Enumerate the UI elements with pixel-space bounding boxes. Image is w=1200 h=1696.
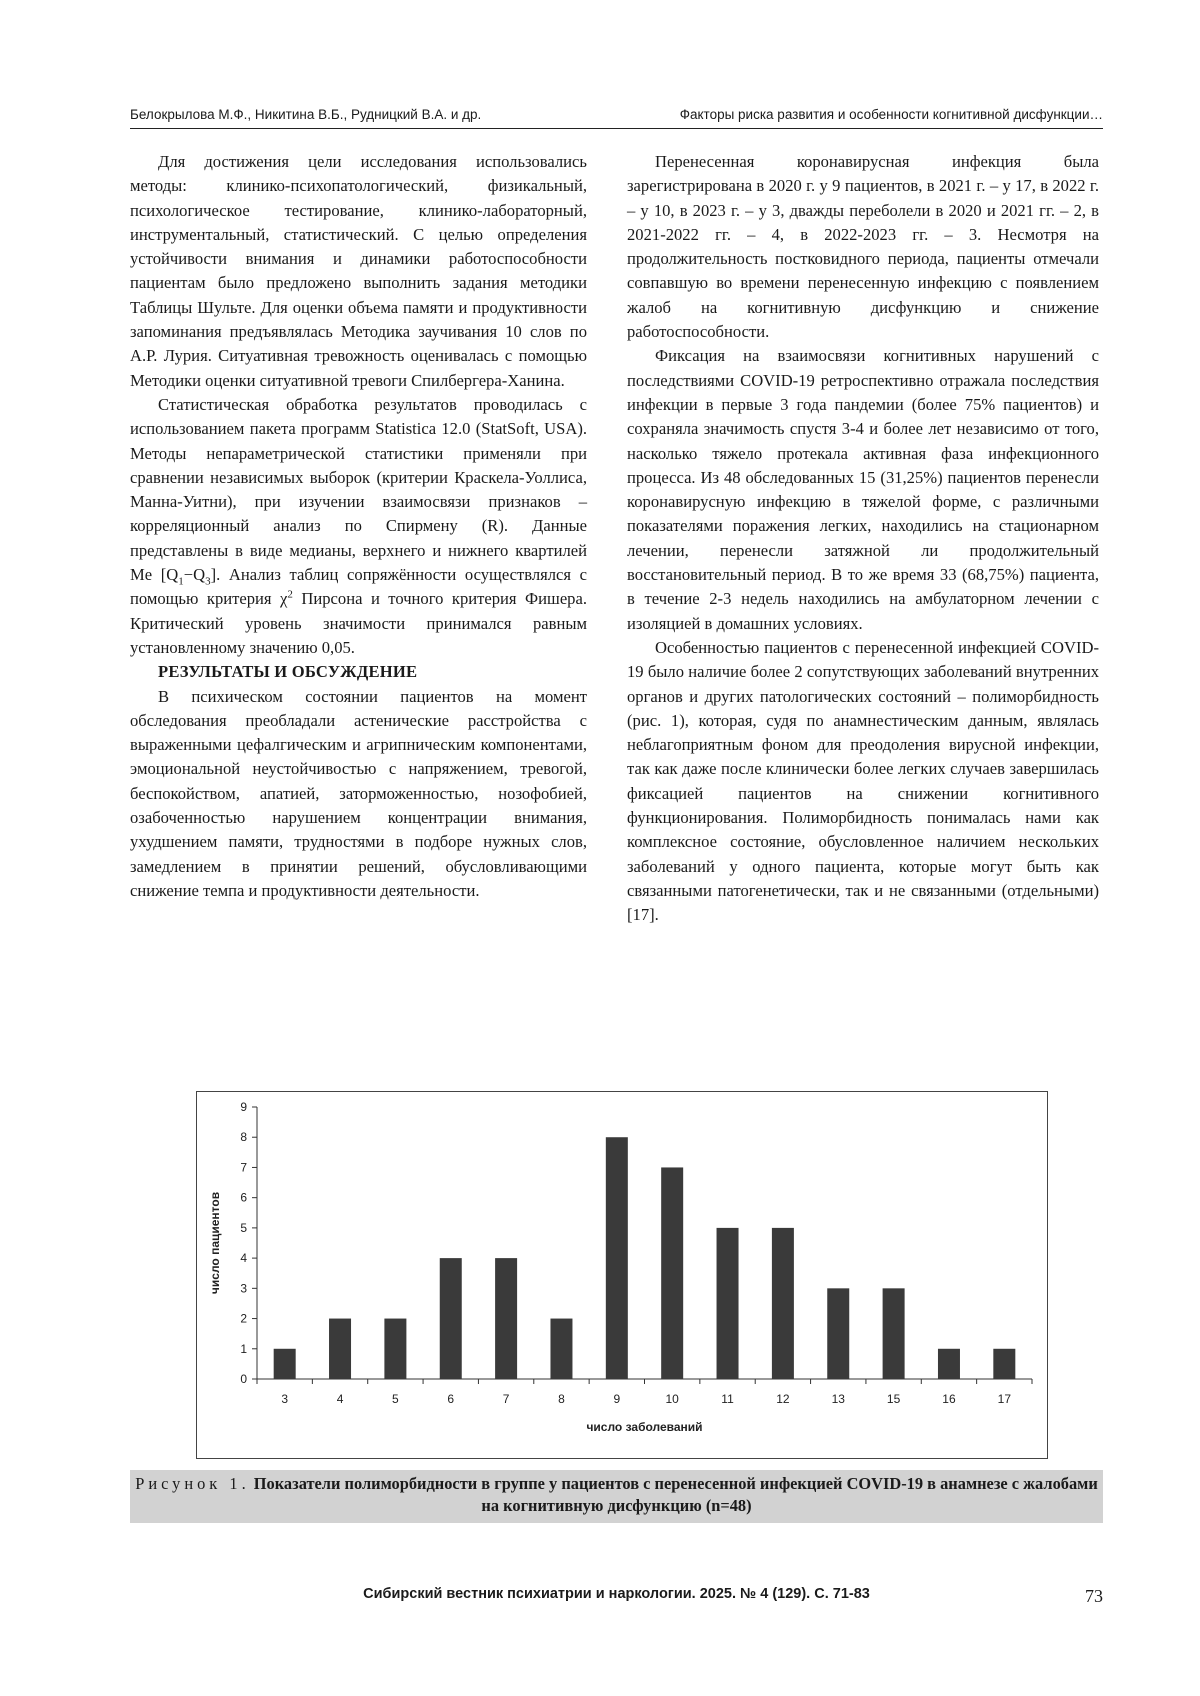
caption-label: Рисунок 1. [135,1474,250,1493]
x-tick-label: 16 [942,1392,956,1406]
bar [938,1349,960,1379]
statistics-paragraph [130,393,587,660]
left-column [130,150,587,903]
running-header [130,104,1103,129]
right-column [627,150,1099,928]
footer-journal: Сибирский вестник психиатрии и наркологии. 2025. № 4 (129). С. 71-83 [363,1586,870,1602]
x-tick-label: 4 [336,1392,344,1406]
bar [440,1258,462,1379]
bar [772,1228,794,1379]
bar [550,1319,572,1379]
y-tick-label: 6 [240,1190,247,1205]
bar [495,1258,517,1379]
x-tick-label: 13 [831,1392,845,1406]
x-tick-label: 7 [502,1392,510,1406]
chi-superscript: 2 [287,588,293,601]
bar [606,1137,628,1379]
bar [384,1319,406,1379]
x-tick-label: 11 [721,1392,734,1406]
bar [883,1288,905,1379]
x-axis-label: число заболеваний [586,1420,703,1434]
bar [661,1167,683,1379]
q-separator: −Q [183,565,206,585]
caption-title: Показатели полиморбидности в группе у пациентов с перенесенной инфекцией COVID-19 в анамнезе с жалобами на когнитивную дисфункцию (n=48) [253,1474,1098,1515]
q1-subscript: 1 [178,575,184,588]
bar [827,1288,849,1379]
infection-year-paragraph: Перенесенная коронавирусная инфекция была зарегистрирована в 2020 г. у 9 пациентов, в 2021 г. – у 17, в 2022 г. – у 10, в 2023 г. – у 3, дважды переболели в 2020 и 2021 гг. – 2, в 2021-2022 гг. – 4, в 2022-2023 гг. – 3. Несмотря на продолжительность постковидного периода, пациенты отмечали совпавшую во времени перенесенную инфекцию с появлением жалоб на когнитивную дисфункцию и снижение работоспособности. [627,152,1099,342]
statistics-text-a: Статистическая обработка результатов проводилась с использованием пакета программ Statistica 12.0 (StatSoft, USA). Методы непараметрической статистики применяли при сравнении независимых выборок (критерии Краскела-Уоллиса, Манна-Уитни), при изучении взаимосвязи признаков – корреляционный анализ по Спирмену (R). Данные представлены в виде медианы, верхнего и нижнего квартилей Me [Q [130,394,587,585]
results-paragraph: В психическом состоянии пациентов на момент обследования преобладали астенические расстройства с выраженными цефалгическим и агрипническим компонентами, эмоциональной неустойчивостью с напряжением, тревогой, беспокойством, апатией, заторможенностью, нозофобией, озабоченностью нарушением концентрации внимания, ухудшением памяти, трудностями в подборе нужных слов, замедлением в принятии решений, обусловливающими снижение темпа и продуктивности деятельности. [130,686,587,900]
bar [274,1349,296,1379]
y-tick-label: 0 [240,1372,247,1386]
bar [717,1228,739,1379]
header-running-title: Факторы риска развития и особенности когнитивной дисфункции… [679,107,1103,122]
x-tick-label: 10 [665,1392,679,1406]
q3-subscript: 3 [205,575,211,588]
methods-paragraph: Для достижения цели исследования использовались методы: клинико-психопатологический, физикальный, психологическое тестирование, клинико-лабораторный, инструментальный, статистический. С целью определения устойчивости внимания и динамики работоспособности пациентам было предложено выполнить задания методики Таблицы Шульте. Для оценки объема памяти и продуктивности запоминания предъявлялась Методика заучивания 10 слов по А.Р. Лурия. Ситуативная тревожность оценивалась с помощью Методики оценки ситуативной тревоги Спилбергера-Ханина. [130,152,587,390]
x-tick-label: 12 [776,1392,790,1406]
x-tick-label: 15 [886,1392,901,1406]
page-number: 73 [1085,1586,1103,1606]
x-tick-label: 8 [558,1392,565,1406]
x-tick-label: 9 [613,1392,621,1406]
header-authors: Белокрылова М.Ф., Никитина В.Б., Рудницкий В.А. и др. [130,107,482,122]
statistics-text-b: ]. Анализ таблиц сопряжённости осуществлялся с помощью критерия χ [130,565,587,609]
x-tick-label: 17 [997,1392,1012,1406]
bar-chart-svg [197,1092,1047,1458]
polymorbidity-paragraph: Особенностью пациентов с перенесенной инфекцией COVID-19 было наличие более 2 сопутствующих заболеваний внутренних органов и других патологических состояний – полиморбидность (рис. 1), которая, судя по анамнестическим данным, являлась неблагоприятным фоном для преодоления вирусной инфекции, так как даже после клинически более легких случаев завершилась фиксацией пациентов на снижении когнитивного функционирования. Полиморбидность понималась нами как комплексное состояние, обусловленное наличием нескольких заболеваний у одного пациента, которые могут быть как связанными патогенетически, так и не связанными (отдельными) [17]. [627,637,1099,925]
y-tick-label: 9 [240,1100,247,1114]
x-tick-label: 6 [447,1392,455,1406]
fixation-paragraph: Фиксация на взаимосвязи когнитивных нарушений с последствиями COVID-19 ретроспективно отражала последствия инфекции в первые 3 года пандемии (более 75% пациентов) и сохраняла значимость спустя 3-4 и более лет независимо от того, насколько тяжело протекала активная фаза инфекционного процесса. Из 48 обследованных 15 (31,25%) пациентов перенесли коронавирусную инфекцию в тяжелой форме, с различными показателями поражения легких, находились на стационарном лечении, перенесли затяжной ли продолжительный восстановительный период. В то же время 33 (68,75%) пациента, в течение 2-3 недель находились на амбулаторном лечении с изоляцией в домашних условиях. [627,346,1099,633]
y-tick-label: 5 [240,1220,247,1235]
bar [329,1319,351,1379]
y-axis-label: число пациентов [208,1191,222,1295]
statistics-text-c: Пирсона и точного критерия Фишера. Критический уровень значимости принимался равным установленному значению 0,05. [130,589,587,657]
y-tick-label: 3 [240,1281,247,1296]
y-tick-label: 8 [240,1130,247,1145]
bar [993,1349,1015,1379]
y-tick-label: 1 [240,1341,247,1356]
y-tick-label: 7 [240,1160,247,1175]
page-footer [130,1584,1103,1608]
x-tick-label: 5 [392,1392,399,1406]
section-heading-results: РЕЗУЛЬТАТЫ И ОБСУЖДЕНИЕ [158,662,418,682]
x-tick-label: 3 [281,1392,289,1406]
figure-caption [130,1470,1103,1523]
figure-1-chart [196,1091,1048,1459]
y-tick-label: 4 [240,1251,247,1266]
y-tick-label: 2 [240,1311,247,1326]
